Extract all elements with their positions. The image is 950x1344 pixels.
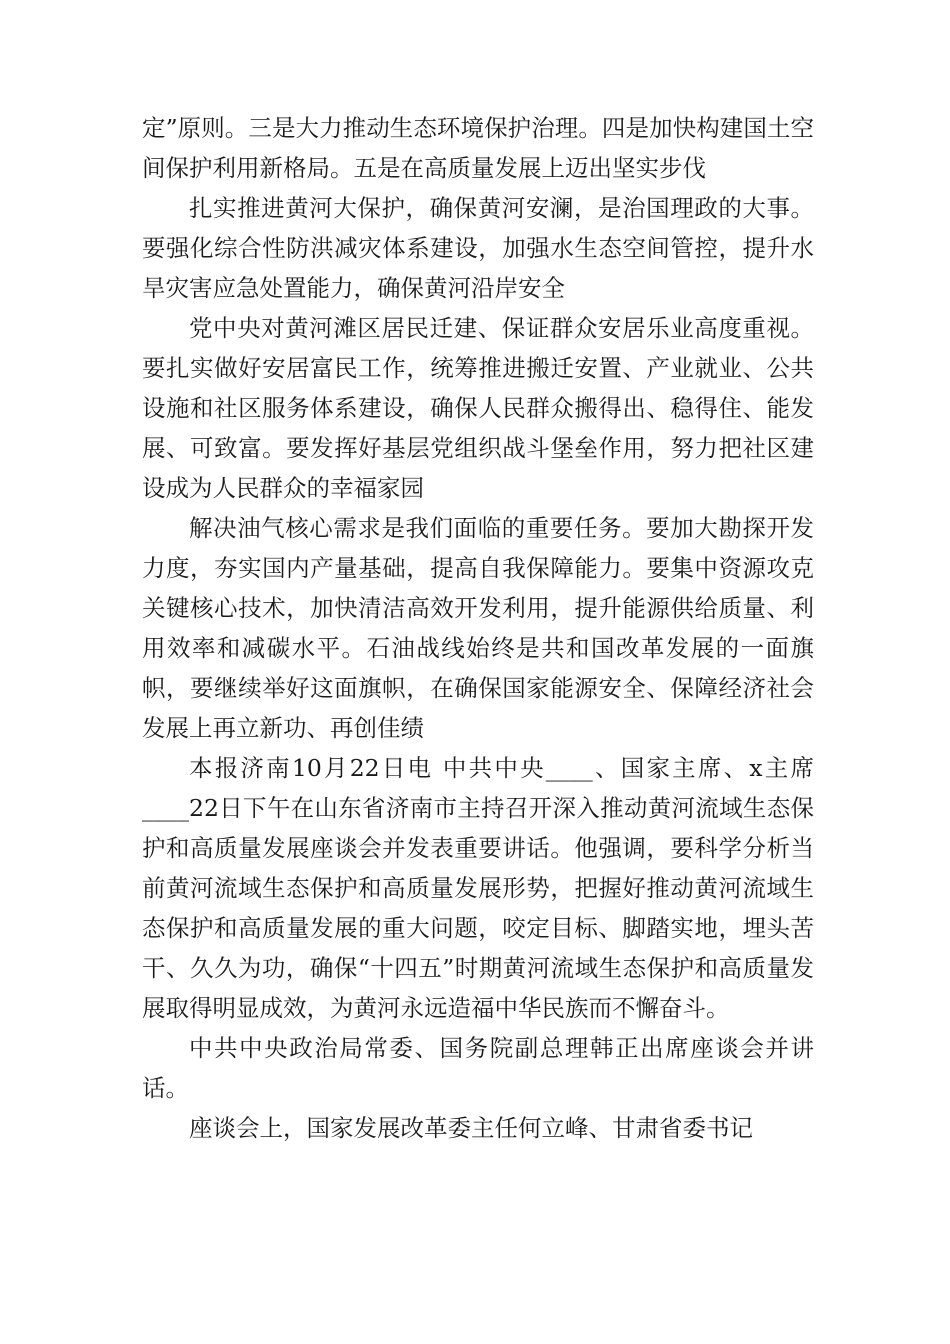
paragraph-symposium: 座谈会上，国家发展改革委主任何立峰、甘肃省委书记 <box>189 1114 753 1142</box>
paragraph-oil-gas: 解决油气核心需求是我们面临的重要任务。要加大勘探开发力度，夯实国内产量基础，提高自我保障能力。要集中资源攻克关键核心技术，加快清洁高效开发利用，提升能源供给质量、利用效率和减碳水平。石油战线始终是共和国改革发展的一面旗帜，要继续举好这面旗帜，在确保国家能源安全、保障经济社会发展上再立新功、再创佳绩 <box>142 514 814 742</box>
paragraph-continued: 定”原则。三是大力推动生态环境保护治理。四是加快构建国土空间保护利用新格局。五是在高质量发展上迈出坚实步伐 <box>142 114 814 182</box>
document-body <box>142 108 814 1148</box>
paragraph-attendance: 中共中央政治局常委、国务院副总理韩正出席座谈会并讲话。 <box>142 1034 814 1102</box>
paragraph-yellow-river-protection: 扎实推进黄河大保护，确保黄河安澜，是治国理政的大事。要强化综合性防洪减灾体系建设，加强水生态空间管控，提升水旱灾害应急处置能力，确保黄河沿岸安全 <box>142 194 814 302</box>
paragraph-resident-relocation: 党中央对黄河滩区居民迁建、保证群众安居乐业高度重视。要扎实做好安居富民工作，统筹推进搬迁安置、产业就业、公共设施和社区服务体系建设，确保人民群众搬得出、稳得住、能发展、可致富。要发挥好基层党组织战斗堡垒作用，努力把社区建设成为人民群众的幸福家园 <box>142 314 814 502</box>
paragraph-news-dateline: 本报济南10月22日电 中共中央____、国家主席、x主席____22日下午在山东省济南市主持召开深入推动黄河流域生态保护和高质量发展座谈会并发表重要讲话。他强调，要科学分析当前黄河流域生态保护和高质量发展形势，把握好推动黄河流域生态保护和高质量发展的重大问题，咬定目标、脚踏实地，埋头苦干、久久为功，确保“十四五”时期黄河流域生态保护和高质量发展取得明显成效，为黄河永远造福中华民族而不懈奋斗。 <box>142 754 814 1022</box>
